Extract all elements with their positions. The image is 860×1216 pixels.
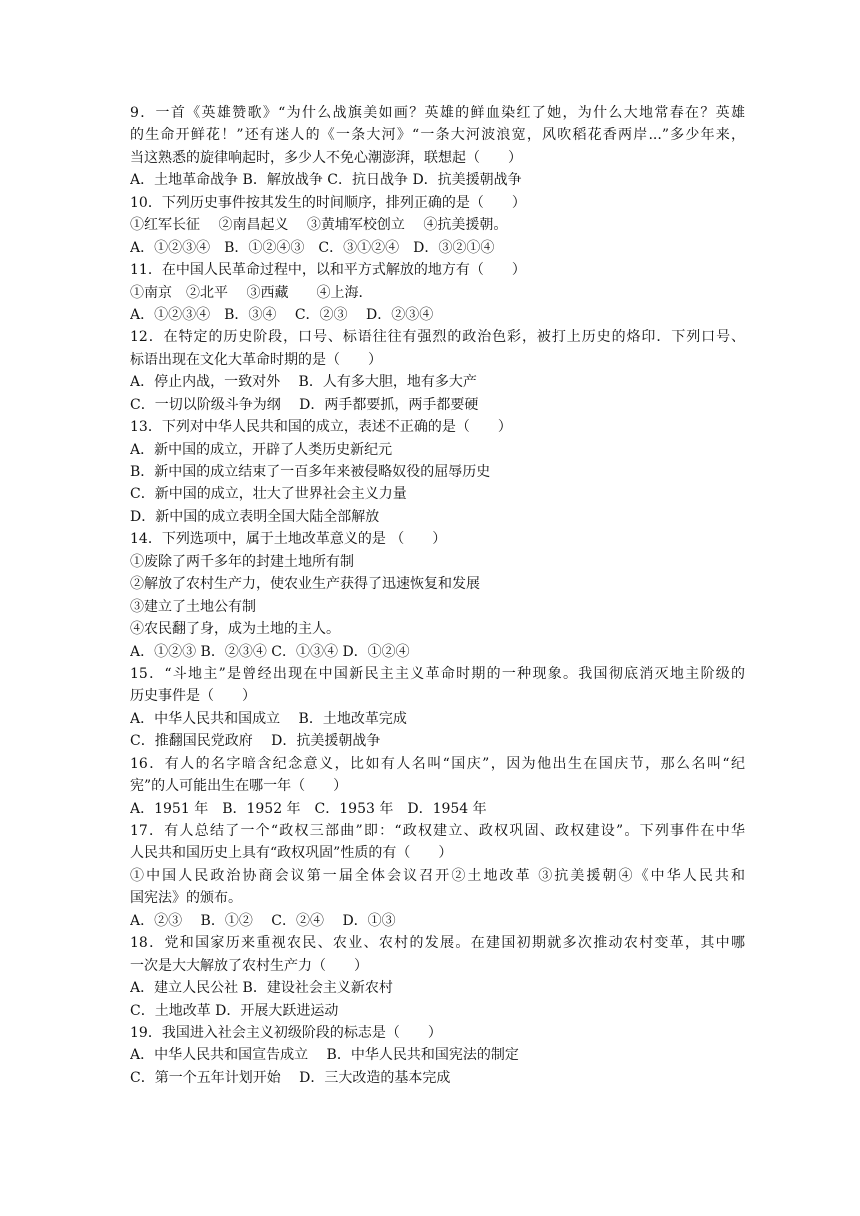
q13-option-a: A．新中国的成立，开辟了人类历史新纪元 — [130, 441, 393, 458]
q16-stem-line-1: 16．有人的名字暗含纪念意义，比如有人名叫“国庆”，因为他出生在国庆节，那么名叫“纪 — [130, 755, 745, 772]
q9-options: A．土地革命战争 B．解放战争 C．抗日战争 D．抗美援朝战争 — [130, 172, 522, 189]
q13-stem: 13．下列对中华人民共和国的成立，表述不正确的是（ ） — [130, 419, 512, 436]
q15-options-cd: C．推翻国民党政府 D．抗美援朝战争 — [130, 733, 381, 750]
q14-stem: 14．下列选项中，属于土地改革意义的是 （ ） — [130, 531, 447, 548]
q13-option-b: B．新中国的成立结束了一百多年来被侵略奴役的屈辱历史 — [130, 464, 491, 480]
q9-stem-line-1: 9．一首《英雄赞歌》“为什么战旗美如画？英雄的鲜血染红了她，为什么大地常春在？英雄 — [130, 105, 745, 121]
q14-options: A．①②③ B．②③④ C．①③④ D．①②④ — [130, 643, 410, 660]
q11-places: ①南京 ②北平 ③西藏 ④上海． — [130, 284, 373, 301]
q17-options: A．②③ B．①② C．②④ D．①③ — [130, 912, 396, 929]
q18-stem-line-2: 一次是大大解放了农村生产力（ ） — [130, 957, 368, 974]
q16-options: A．1951 年 B．1952 年 C．1953 年 D．1954 年 — [130, 800, 487, 817]
q10-events: ①红军长征 ②南昌起义 ③黄埔军校创立 ④抗美援朝。 — [130, 217, 508, 234]
q15-stem-line-2: 历史事件是（ ） — [130, 688, 256, 705]
q16-stem-line-2: 宪”的人可能出生在哪一年（ ） — [130, 778, 348, 795]
q19-options-cd: C．第一个五年计划开始 D．三大改造的基本完成 — [130, 1069, 451, 1086]
q12-stem-line-2: 标语出现在文化大革命时期的是（ ） — [130, 351, 382, 368]
q13-option-c: C．新中国的成立，壮大了世界社会主义力量 — [130, 486, 407, 503]
q14-item-4: ④农民翻了身，成为土地的主人。 — [130, 621, 340, 638]
q9-stem-line-2: 的生命开鲜花！”还有迷人的《一条大河》“一条大河波浪宽，风吹稻花香两岸...”多少年来， — [130, 127, 745, 144]
q19-stem: 19．我国进入社会主义初级阶段的标志是（ ） — [130, 1024, 442, 1041]
document-page — [130, 102, 745, 1089]
q12-options-ab: A．停止内战，一致对外 B．人有多大胆，地有多大产 — [130, 374, 477, 391]
q10-options: A．①②③④ B．①②④③ C．③①②④ D．③②①④ — [130, 239, 495, 256]
q17-items-line-1: ①中国人民政治协商会议第一届全体会议召开②土地改革 ③抗美援朝④《中华人民共和 — [130, 867, 745, 884]
q12-options-cd: C．一切以阶级斗争为纲 D．两手都要抓，两手都要硬 — [130, 396, 479, 413]
q18-options-ab: A．建立人民公社 B．建设社会主义新农村 — [130, 980, 393, 997]
q14-item-1: ①废除了两千多年的封建土地所有制 — [130, 553, 354, 570]
q9-stem-line-3: 当这熟悉的旋律响起时，多少人不免心潮澎湃，联想起（ ） — [130, 149, 522, 166]
q14-item-3: ③建立了土地公有制 — [130, 598, 256, 615]
q18-stem-line-1: 18．党和国家历来重视农民、农业、农村的发展。在建国初期就多次推动农村变革，其中哪 — [130, 935, 745, 952]
q10-stem: 10．下列历史事件按其发生的时间顺序，排列正确的是（ ） — [130, 194, 526, 211]
q17-stem-line-1: 17．有人总结了一个“政权三部曲”即：“政权建立、政权巩固、政权建设”。下列事件在中华 — [130, 823, 745, 839]
q17-stem-line-2: 人民共和国历史上具有“政权巩固”性质的有（ ） — [130, 845, 453, 862]
q15-stem-line-1: 15．“斗地主”是曾经出现在中国新民主主义革命时期的一种现象。我国彻底消灭地主阶级的 — [130, 665, 745, 682]
q12-stem-line-1: 12．在特定的历史阶段，口号、标语往往有强烈的政治色彩，被打上历史的烙印．下列口号、 — [130, 329, 745, 346]
q11-options: A．①②③④ B．③④ C．②③ D．②③④ — [130, 306, 434, 323]
q13-option-d: D．新中国的成立表明全国大陆全部解放 — [130, 508, 380, 525]
q17-items-line-2: 国宪法》的颁布。 — [130, 890, 242, 907]
q15-options-ab: A．中华人民共和国成立 B．土地改革完成 — [130, 710, 407, 727]
q19-options-ab: A．中华人民共和国宣告成立 B．中华人民共和国宪法的制定 — [130, 1047, 519, 1064]
q14-item-2: ②解放了农村生产力，使农业生产获得了迅速恢复和发展 — [130, 576, 480, 593]
q11-stem: 11．在中国人民革命过程中，以和平方式解放的地方有（ ） — [130, 262, 526, 279]
q18-options-cd: C．土地改革 D．开展大跃进运动 — [130, 1002, 339, 1019]
